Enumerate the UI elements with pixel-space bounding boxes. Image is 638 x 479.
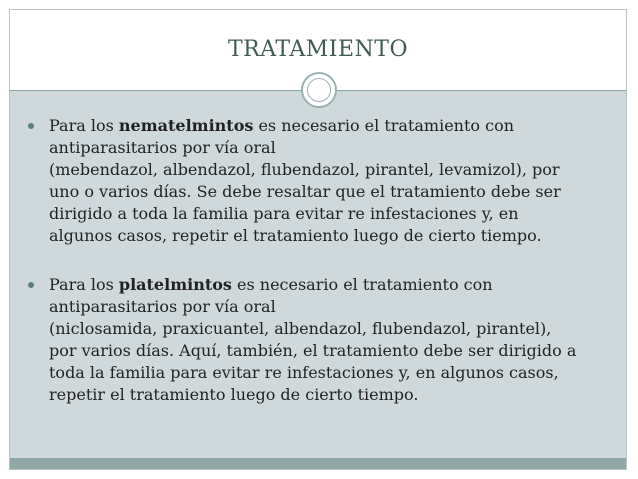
bullet-suffix: es necesario el tratamiento con — [231, 275, 493, 294]
bullet-line: antiparasitarios por vía oral — [49, 297, 276, 316]
bullet-line: uno o varios días. Se debe resaltar que el tratamiento debe ser — [49, 182, 561, 201]
bullet-dot-icon — [28, 123, 34, 129]
bullet-line: (niclosamida, praxicuantel, albendazol, flubendazol, pirantel), — [49, 319, 552, 338]
circle-ornament-icon — [301, 72, 337, 108]
bullet-line: (mebendazol, albendazol, flubendazol, pirantel, levamizol), por — [49, 160, 560, 179]
slide-title: TRATAMIENTO — [227, 37, 409, 62]
bullet-prefix: Para los — [49, 275, 119, 294]
bullet-dot-icon — [28, 282, 34, 288]
bullet-line: por varios días. Aquí, también, el tratamiento debe ser dirigido a — [49, 341, 577, 360]
slide — [9, 9, 627, 470]
bullet-keyword: nematelmintos — [118, 116, 254, 135]
bullet-line: algunos casos, repetir el tratamiento luego de cierto tiempo. — [49, 226, 542, 245]
bullet-keyword: platelmintos — [118, 275, 232, 294]
bullet-prefix: Para los — [49, 116, 119, 135]
bullet-line: repetir el tratamiento luego de cierto tiempo. — [49, 385, 419, 404]
bullet-suffix: es necesario el tratamiento con — [253, 116, 515, 135]
bullet-line: dirigido a toda la familia para evitar re infestaciones y, en — [49, 204, 519, 223]
bullet-line — [49, 115, 615, 137]
bullet-line: antiparasitarios por vía oral — [49, 138, 276, 157]
bullet-line: toda la familia para evitar re infestaciones y, en algunos casos, — [49, 363, 559, 382]
bullet-nematelmintos — [25, 115, 615, 247]
content — [25, 115, 615, 406]
bullet-line — [49, 274, 615, 296]
circle-ornament-inner — [307, 78, 331, 102]
bullet-platelmintos — [25, 274, 615, 406]
footer-bar — [10, 458, 626, 469]
